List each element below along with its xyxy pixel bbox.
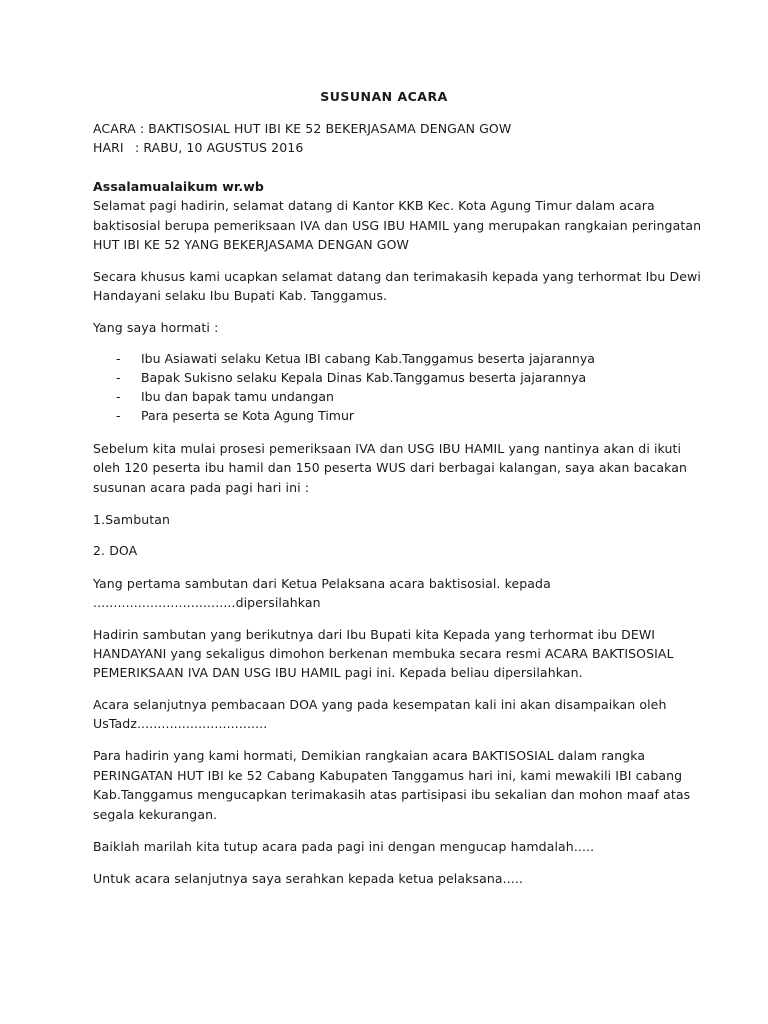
paragraph-7-line: segala kekurangan.: [93, 807, 218, 822]
honored-list-item: Bapak Sukisno selaku Kepala Dinas Kab.Tanggamus beserta jajarannya: [141, 370, 587, 385]
hari-label: HARI: [93, 140, 124, 155]
paragraph-3-line: Sebelum kita mulai prosesi pemeriksaan IVA dan USG IBU HAMIL yang nantinya akan di ikuti: [93, 441, 682, 456]
paragraph-5-line: PEMERIKSAAN IVA DAN USG IBU HAMIL pagi ini. Kepada beliau dipersilahkan.: [93, 665, 583, 680]
paragraph-5-line: Hadirin sambutan yang berikutnya dari Ibu Bupati kita Kepada yang terhormat ibu DEWI: [93, 627, 656, 642]
paragraph-1-line: HUT IBI KE 52 YANG BEKERJASAMA DENGAN GOW: [93, 237, 409, 252]
agenda-item-1: 1.Sambutan: [93, 512, 171, 527]
honored-list-item: Para peserta se Kota Agung Timur: [141, 408, 355, 423]
hari-value: : RABU, 10 AGUSTUS 2016: [135, 140, 304, 155]
paragraph-4-line: Yang pertama sambutan dari Ketua Pelaksana acara baktisosial. kepada: [93, 576, 551, 591]
paragraph-3-line: oleh 120 peserta ibu hamil dan 150 peserta WUS dari berbagai kalangan, saya akan bacakan: [93, 460, 688, 475]
honored-intro: Yang saya hormati :: [93, 320, 219, 335]
bullet-dash: -: [116, 370, 121, 385]
paragraph-1-line: Selamat pagi hadirin, selamat datang di Kantor KKB Kec. Kota Agung Timur dalam acara: [93, 198, 655, 213]
paragraph-8: Baiklah marilah kita tutup acara pada pagi ini dengan mengucap hamdalah.....: [93, 839, 595, 854]
paragraph-7-line: Kab.Tanggamus mengucapkan terimakasih atas partisipasi ibu sekalian dan mohon maaf atas: [93, 787, 691, 802]
honored-list-item: Ibu Asiawati selaku Ketua IBI cabang Kab.Tanggamus beserta jajarannya: [141, 351, 595, 366]
bullet-dash: -: [116, 351, 121, 366]
paragraph-2-line: Handayani selaku Ibu Bupati Kab. Tanggamus.: [93, 288, 388, 303]
paragraph-7-line: Para hadirin yang kami hormati, Demikian rangkaian acara BAKTISOSIAL dalam rangka: [93, 748, 646, 763]
bullet-dash: -: [116, 408, 121, 423]
paragraph-4-line: ...................................dipersilahkan: [93, 595, 321, 610]
acara-line: ACARA : BAKTISOSIAL HUT IBI KE 52 BEKERJASAMA DENGAN GOW: [93, 121, 512, 136]
paragraph-6-line: UsTadz................................: [93, 716, 268, 731]
bullet-dash: -: [116, 389, 121, 404]
paragraph-6-line: Acara selanjutnya pembacaan DOA yang pada kesempatan kali ini akan disampaikan oleh: [93, 697, 667, 712]
honored-list-item: Ibu dan bapak tamu undangan: [141, 389, 334, 404]
agenda-item-2: 2. DOA: [93, 543, 138, 558]
greeting: Assalamualaikum wr.wb: [93, 179, 264, 194]
paragraph-3-line: susunan acara pada pagi hari ini :: [93, 480, 310, 495]
paragraph-7-line: PERINGATAN HUT IBI ke 52 Cabang Kabupaten Tanggamus hari ini, kami mewakili IBI cabang: [93, 768, 683, 783]
paragraph-1-line: baktisosial berupa pemeriksaan IVA dan USG IBU HAMIL yang merupakan rangkaian peringatan: [93, 218, 702, 233]
paragraph-5-line: HANDAYANI yang sekaligus dimohon berkenan membuka secara resmi ACARA BAKTISOSIAL: [93, 646, 674, 661]
paragraph-9: Untuk acara selanjutnya saya serahkan kepada ketua pelaksana.....: [93, 871, 523, 886]
document-title: SUSUNAN ACARA: [320, 89, 448, 104]
paragraph-2-line: Secara khusus kami ucapkan selamat datang dan terimakasih kepada yang terhormat Ibu Dewi: [93, 269, 701, 284]
